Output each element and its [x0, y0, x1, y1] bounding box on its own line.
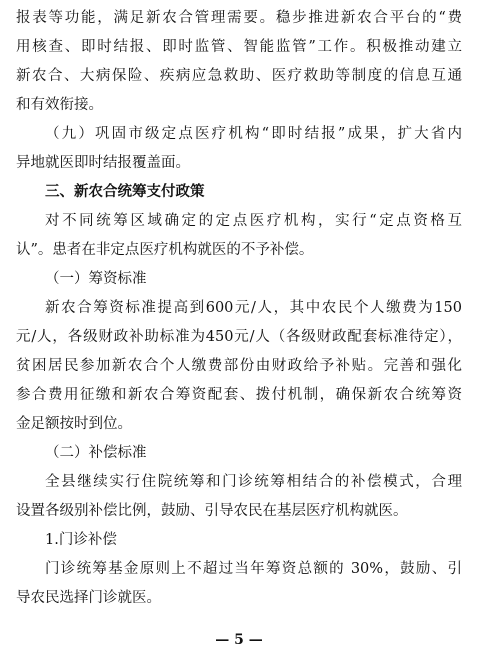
paragraph-line: 认”。患者在非定点医疗机构就医的不予补偿。: [16, 242, 314, 258]
paragraph-line: 设置各级别补偿比例，鼓励、引导农民在基层医疗机构就医。: [16, 503, 408, 519]
page-number: — 5 —: [215, 632, 263, 648]
section-heading: 三、新农合统筹支付政策: [45, 184, 205, 200]
paragraph-line: 元/人，各级财政补助标准为450元/人（各级财政配套标准待定），: [16, 329, 462, 345]
paragraph-line: 和有效衔接。: [16, 97, 103, 113]
paragraph-line: 全县继续实行住院统筹和门诊统筹相结合的补偿模式，合理: [45, 474, 462, 490]
paragraph-line: 新农合筹资标准提高到600元/人，其中农民个人缴费为150: [45, 300, 462, 316]
subsection-heading: （二）补偿标准: [45, 445, 147, 461]
paragraph-line: （九）巩固市级定点医疗机构“即时结报”成果，扩大省内: [45, 126, 462, 142]
paragraph-line: 金足额按时到位。: [16, 416, 132, 432]
paragraph-line: 报表等功能，满足新农合管理需要。稳步推进新农合平台的“费: [16, 10, 462, 26]
item-heading: 1.门诊补偿: [45, 532, 117, 548]
subsection-heading: （一）筹资标准: [45, 271, 147, 287]
paragraph-line: 参合费用征缴和新农合筹资配套、拨付机制，确保新农合统筹资: [16, 387, 462, 403]
paragraph-line: 贫困居民参加新农合个人缴费部份由财政给予补贴。完善和强化: [16, 358, 462, 374]
paragraph-line: 门诊统筹基金原则上不超过当年筹资总额的 30%，鼓励、引: [45, 561, 462, 577]
paragraph-line: 导农民选择门诊就医。: [16, 590, 161, 606]
paragraph-line: 新农合、大病保险、疾病应急救助、医疗救助等制度的信息互通: [16, 68, 462, 84]
paragraph-line: 对不同统筹区域确定的定点医疗机构，实行“定点资格互: [45, 213, 462, 229]
paragraph-line: 用核查、即时结报、即时监管、智能监管”工作。积极推动建立: [16, 39, 462, 55]
paragraph-line: 异地就医即时结报覆盖面。: [16, 155, 190, 171]
